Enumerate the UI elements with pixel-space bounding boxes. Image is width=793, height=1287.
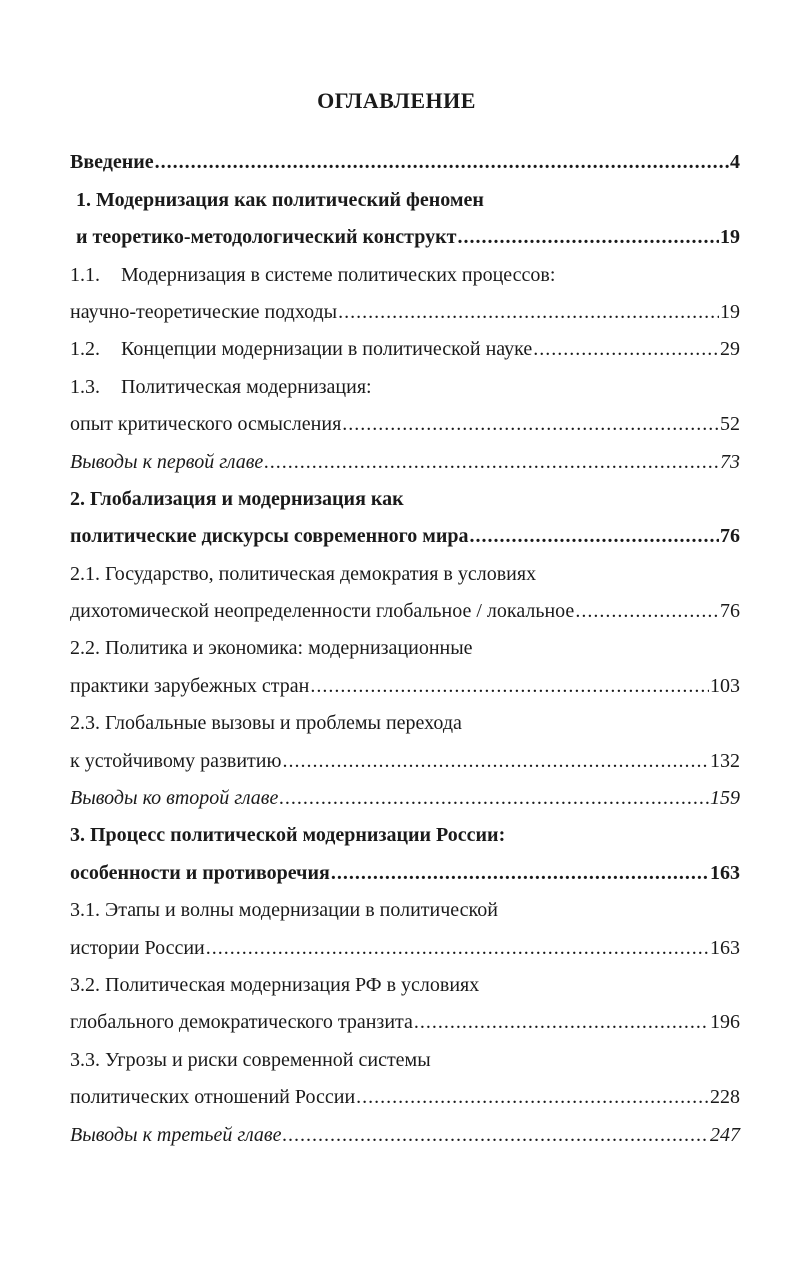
page-number: 163 xyxy=(710,861,740,884)
dot-leader xyxy=(457,224,719,250)
entry-text xyxy=(70,374,372,400)
toc-entry-section-1-1 xyxy=(70,288,740,325)
page-number: 52 xyxy=(720,413,740,436)
entry-text: 2.2. Политика и экономика: модернизационные xyxy=(70,637,473,660)
dot-leader xyxy=(282,1122,709,1148)
dot-leader xyxy=(356,1084,709,1110)
entry-text: 1. Модернизация как политический феномен xyxy=(76,188,484,211)
dot-leader xyxy=(338,299,719,325)
toc-entry-section-3-1 xyxy=(70,923,740,960)
section-number: 1.3. xyxy=(70,375,100,398)
section-title: Концепции модернизации в политической науке xyxy=(121,338,533,361)
toc-entry-section-1-2 xyxy=(70,325,740,362)
page-number: 163 xyxy=(710,936,740,959)
toc-section-3-2-heading xyxy=(70,961,740,998)
page-number: 19 xyxy=(720,226,740,249)
toc-section-3-1-heading xyxy=(70,886,740,923)
page-number: 132 xyxy=(710,749,740,772)
toc-chapter-1-heading xyxy=(70,175,740,212)
entry-text: к устойчивому развитию xyxy=(70,749,282,772)
page-number: 76 xyxy=(720,525,740,548)
dot-leader xyxy=(331,860,709,886)
dot-leader xyxy=(282,748,709,774)
entry-text: политические дискурсы современного мира xyxy=(70,525,469,548)
page-number: 19 xyxy=(720,300,740,323)
toc-entry-introduction xyxy=(70,138,740,175)
section-number: 1.2. xyxy=(70,338,100,361)
entry-text: Выводы ко второй главе xyxy=(70,787,279,810)
page-title: ОГЛАВЛЕНИЕ xyxy=(317,88,476,113)
page-number: 228 xyxy=(710,1086,740,1109)
dot-leader xyxy=(155,149,729,175)
toc-entry-section-1-3 xyxy=(70,400,740,437)
toc-section-3-3-heading xyxy=(70,1035,740,1072)
toc-section-2-2-heading xyxy=(70,624,740,661)
section-title: Модернизация в системе политических процессов: xyxy=(121,263,556,286)
entry-text: глобального демократического транзита xyxy=(70,1011,413,1034)
entry-text: Введение xyxy=(70,151,154,174)
toc-entry-section-2-2 xyxy=(70,661,740,698)
page-number: 159 xyxy=(710,787,740,810)
entry-text: дихотомической неопределенности глобальное / локальное xyxy=(70,600,575,623)
entry-text: научно-теоретические подходы xyxy=(70,300,338,323)
toc-entry-conclusions-1 xyxy=(70,437,740,474)
entry-text xyxy=(70,336,532,362)
entry-text: опыт критического осмысления xyxy=(70,413,342,436)
toc-section-2-3-heading xyxy=(70,699,740,736)
page-number: 196 xyxy=(710,1011,740,1034)
toc-entry-section-3-3 xyxy=(70,1073,740,1110)
toc-entry-section-2-3 xyxy=(70,736,740,773)
toc-entry-chapter-2 xyxy=(70,512,740,549)
dot-leader xyxy=(310,673,709,699)
toc-entry-section-2-1 xyxy=(70,587,740,624)
entry-text: практики зарубежных стран xyxy=(70,674,310,697)
toc-entry-conclusions-3 xyxy=(70,1110,740,1147)
dot-leader xyxy=(264,449,719,475)
toc-entry-chapter-1 xyxy=(70,213,740,250)
dot-leader xyxy=(575,598,719,624)
dot-leader xyxy=(206,935,709,961)
entry-text: 3.3. Угрозы и риски современной системы xyxy=(70,1048,431,1071)
entry-text: особенности и противоречия xyxy=(70,861,330,884)
entry-text: Выводы к первой главе xyxy=(70,450,264,473)
entry-text: 3.2. Политическая модернизация РФ в условиях xyxy=(70,973,480,996)
toc-entry-chapter-3 xyxy=(70,848,740,885)
page-number: 76 xyxy=(720,600,740,623)
section-number: 1.1. xyxy=(70,263,100,286)
entry-text: 3.1. Этапы и волны модернизации в политической xyxy=(70,899,498,922)
page-number: 103 xyxy=(710,674,740,697)
dot-leader xyxy=(533,336,719,362)
page-number: 247 xyxy=(710,1123,740,1146)
toc-section-2-1-heading xyxy=(70,549,740,586)
toc-section-1-3-heading xyxy=(70,362,740,399)
toc-entry-conclusions-2 xyxy=(70,774,740,811)
entry-text: 2.3. Глобальные вызовы и проблемы перехода xyxy=(70,712,462,735)
entry-text xyxy=(70,262,555,288)
dot-leader xyxy=(470,523,719,549)
toc-chapter-3-heading xyxy=(70,811,740,848)
entry-text: 2.1. Государство, политическая демократия в условиях xyxy=(70,562,537,585)
dot-leader xyxy=(279,785,709,811)
entry-text: Выводы к третьей главе xyxy=(70,1123,282,1146)
entry-text: политических отношений России xyxy=(70,1086,356,1109)
entry-text: 2. Глобализация и модернизация как xyxy=(70,487,404,510)
dot-leader xyxy=(414,1009,709,1035)
toc-chapter-2-heading xyxy=(70,475,740,512)
page-number: 4 xyxy=(730,151,740,174)
table-of-contents xyxy=(70,138,740,1148)
dot-leader xyxy=(342,411,719,437)
page-number: 29 xyxy=(720,338,740,361)
toc-section-1-1-heading xyxy=(70,250,740,287)
toc-entry-section-3-2 xyxy=(70,998,740,1035)
page-number: 73 xyxy=(720,450,740,473)
section-title: Политическая модернизация: xyxy=(121,375,372,398)
entry-text: 3. Процесс политической модернизации России: xyxy=(70,824,506,847)
entry-text: истории России xyxy=(70,936,205,959)
entry-text: и теоретико-методологический конструкт xyxy=(76,226,457,249)
